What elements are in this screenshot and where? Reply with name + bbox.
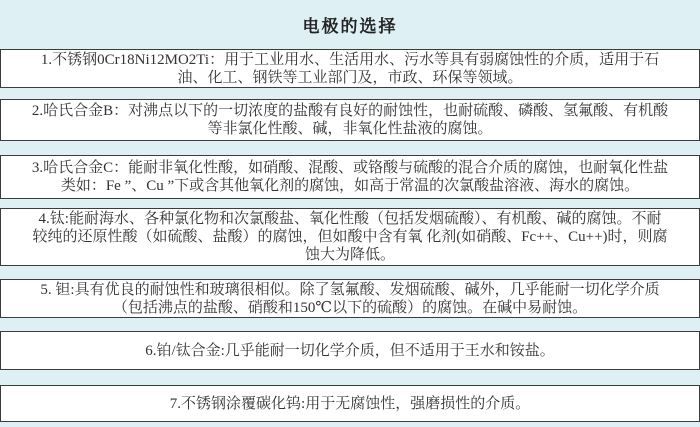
item-text-line: 较纯的还原性酸（如硫酸、盐酸）的腐蚀，但如酸中含有氧 化剂(如硝酸、Fc++、Cu++)时，则腐: [32, 229, 668, 245]
item-6-platinum-titanium: [0, 331, 700, 370]
item-2-hastelloy-b: [0, 99, 700, 141]
item-5-tantalum: [0, 279, 700, 318]
item-text-line: 5. 钽:具有优良的耐蚀性和玻璃很相似。除了氢氟酸、发烟硫酸、碱外，几乎能耐一切化学介质: [40, 281, 660, 298]
item-text-line: 油、化工、钢铁等工业部门及，市政、环保等领域。: [177, 69, 523, 86]
item-text-line: 2.哈氏合金B：对沸点以下的一切浓度的盐酸有良好的耐蚀性，也耐硫酸、磷酸、氢氟酸、有机酸: [31, 103, 669, 119]
item-text-line: 1.不锈钢0Cr18Ni12MO2Ti：用于工业用水、生活用水、污水等具有弱腐蚀性的介质，适用于石: [40, 51, 660, 68]
item-text-line: 蚀大为降低。: [304, 247, 395, 263]
item-text-line: 6.铂/钛合金:几乎能耐一切化学介质，但不适用于王水和铵盐。: [145, 342, 555, 359]
item-3-hastelloy-c: [0, 155, 700, 199]
item-7-tungsten-carbide-coated: [0, 385, 700, 422]
item-text-line: 4.钛:能耐海水、各种氯化物和次氯酸盐、氧化性酸（包括发烟硫酸）、有机酸、碱的腐蚀。不耐: [38, 211, 662, 227]
page-title: 电极的选择: [302, 16, 398, 36]
item-text-line: 7.不锈钢涂覆碳化钨:用于无腐蚀性，强磨损性的介质。: [169, 395, 531, 412]
item-4-titanium: [0, 208, 700, 266]
page-title-bar: [0, 0, 700, 48]
item-text-line: 等非氯化性酸、碱，非氧化性盐液的腐蚀。: [207, 121, 493, 137]
item-text-line: （包括沸点的盐酸、硝酸和150℃以下的硫酸）的腐蚀。在碱中易耐蚀。: [112, 299, 588, 316]
item-text-line: 类如：Fe ”、Cu ”下或含其他氧化剂的腐蚀，如高于常温的次氯酸盐溶液、海水的腐蚀。: [60, 178, 640, 194]
item-text-line: 3.哈氏合金C：能耐非氧化性酸，如硝酸、混酸、或铬酸与硫酸的混合介质的腐蚀，也耐氧化性盐: [31, 160, 669, 176]
item-1-stainless-steel: [0, 49, 700, 88]
